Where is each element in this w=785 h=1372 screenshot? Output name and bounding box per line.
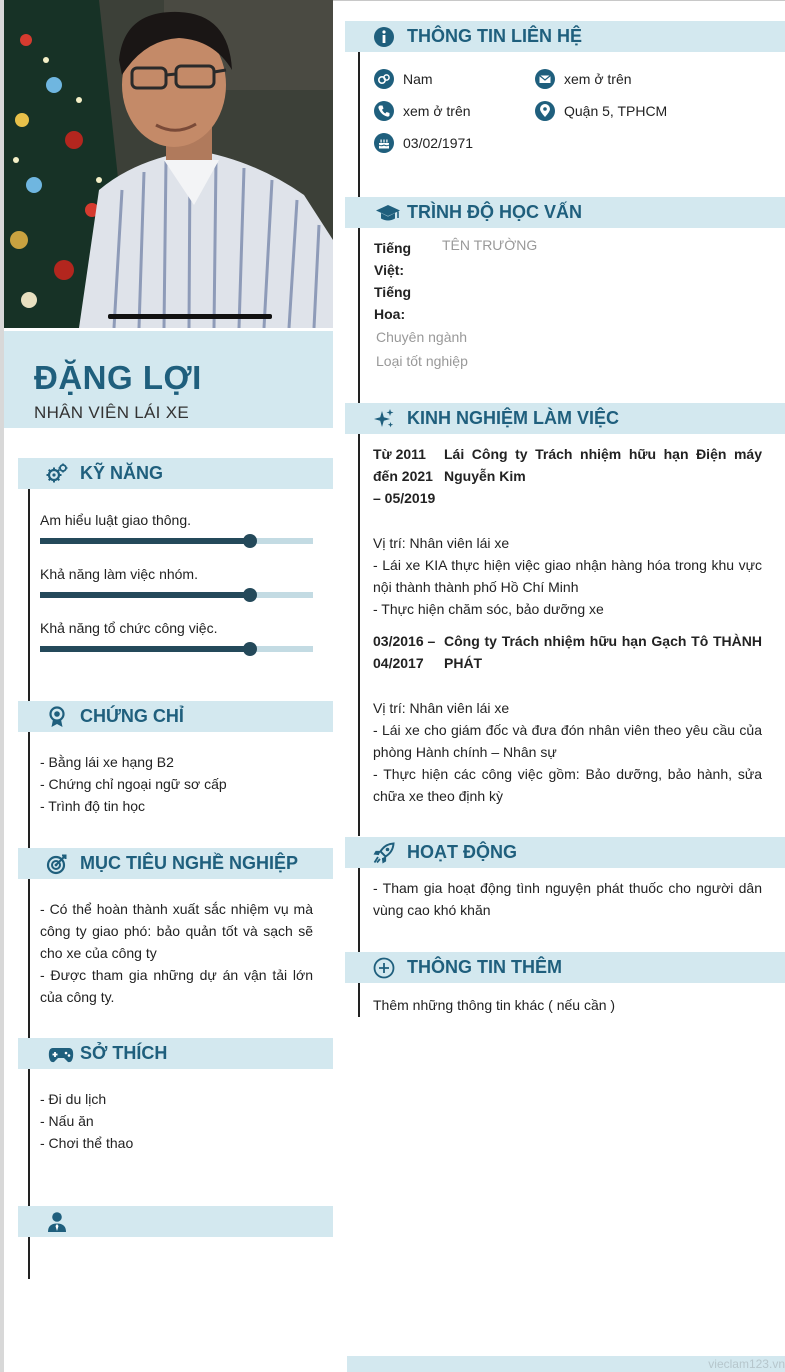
right-timeline-line — [358, 434, 360, 836]
contact-header — [345, 21, 785, 52]
certificates-header — [18, 701, 333, 732]
info-icon — [373, 26, 395, 48]
experience-position: Vị trí: Nhân viên lái xe — [373, 700, 510, 716]
skills-title: KỸ NĂNG — [80, 463, 164, 483]
skill-item — [40, 512, 313, 528]
experience-company: Lái Công ty Trách nhiệm hữu hạn Điện máy Nguyễn Kim — [444, 446, 762, 484]
skill-bar-knob — [243, 642, 257, 656]
education-graduation: Loại tốt nghiệp — [376, 353, 468, 369]
target-icon — [46, 853, 68, 875]
objective-header — [18, 848, 333, 879]
name-header — [4, 331, 333, 428]
map-pin-icon — [535, 101, 555, 121]
skill-item — [40, 566, 313, 582]
award-icon — [46, 706, 68, 728]
rocket-icon — [373, 842, 395, 864]
education-school: TÊN TRƯỜNG — [442, 237, 538, 253]
reference-header — [18, 1206, 333, 1237]
education-major: Chuyên ngành — [376, 329, 468, 345]
activities-text — [373, 877, 762, 921]
education-title: TRÌNH ĐỘ HỌC VẤN — [407, 202, 582, 222]
watermark-text: vieclam123.vn — [708, 1357, 785, 1371]
skill-name: Khả năng làm việc nhóm. — [40, 566, 198, 582]
envelope-icon — [535, 69, 555, 89]
right-timeline-line — [358, 228, 360, 403]
list-item: - Nấu ăn — [40, 1113, 94, 1129]
certificates-list — [40, 751, 313, 817]
activity-item: - Tham gia hoạt động tình nguyện phát thuốc cho người dân vùng cao khó khăn — [373, 880, 762, 918]
skill-bar-track — [40, 592, 313, 598]
gamepad-icon — [48, 1043, 74, 1065]
activities-title: HOẠT ĐỘNG — [407, 842, 517, 862]
skill-bar-fill — [40, 538, 250, 544]
skill-bar-track — [40, 538, 313, 544]
objective-item: - Có thể hoàn thành xuất sắc nhiệm vụ mà công ty giao phó: bảo quản tốt và sạch sẽ cho xe của công ty — [40, 901, 313, 961]
experience-period: Từ 2011 đến 2021 – 05/2019 — [373, 446, 436, 506]
page-top-edge — [333, 0, 785, 1]
plus-circle-icon — [373, 957, 395, 979]
education-header — [345, 197, 785, 228]
objective-text — [40, 898, 313, 1008]
experience-period: 03/2016 – 04/2017 — [373, 633, 436, 671]
hobbies-title: SỞ THÍCH — [80, 1043, 168, 1063]
skill-bar-knob — [243, 534, 257, 548]
experience-company: Công ty Trách nhiệm hữu hạn Gạch Tô THÀNH PHÁT — [444, 633, 762, 671]
phone-value[interactable]: xem ở trên — [403, 103, 471, 119]
address-value: Quận 5, TPHCM — [564, 103, 668, 119]
experience-duty: - Lái xe cho giám đốc và đưa đón nhân viên theo yêu cầu của phòng Hành chính – Nhân sự — [373, 722, 762, 760]
hobbies-list — [40, 1088, 313, 1154]
experience-header — [345, 403, 785, 434]
left-timeline-line — [28, 489, 30, 1279]
more-info-header — [345, 952, 785, 983]
skill-bar-knob — [243, 588, 257, 602]
graduation-cap-icon — [375, 202, 401, 224]
user-tie-icon — [46, 1211, 68, 1233]
education-languages: Tiếng Việt: Tiếng Hoa: — [374, 240, 412, 322]
contact-title: THÔNG TIN LIÊN HỆ — [407, 26, 582, 46]
list-item: - Trình độ tin học — [40, 798, 146, 814]
certificates-title: CHỨNG CHỈ — [80, 706, 184, 726]
list-item: - Chứng chỉ ngoại ngữ sơ cấp — [40, 776, 227, 792]
list-item: - Đi du lịch — [40, 1091, 107, 1107]
experience-details — [373, 532, 762, 620]
right-timeline-line — [358, 868, 360, 952]
sparkles-icon — [373, 408, 395, 430]
skill-name: Am hiểu luật giao thông. — [40, 512, 191, 528]
phone-icon — [374, 101, 394, 121]
candidate-name: ĐẶNG LỢI — [34, 359, 202, 396]
skill-item — [40, 620, 313, 636]
objective-item: - Được tham gia những dự án vận tải lớn của công ty. — [40, 967, 313, 1005]
more-info-text: Thêm những thông tin khác ( nếu cần ) — [373, 997, 616, 1013]
skill-name: Khả năng tổ chức công việc. — [40, 620, 218, 636]
gears-icon — [46, 463, 68, 485]
experience-duty: - Lái xe KIA thực hiện việc giao nhận hàng hóa trong khu vực nội thành thành phố Hồ Chí Minh — [373, 557, 762, 595]
birthday-value: 03/02/1971 — [403, 135, 474, 151]
list-item: - Bằng lái xe hạng B2 — [40, 754, 174, 770]
right-timeline-line — [358, 983, 360, 1017]
skills-header — [18, 458, 333, 489]
list-item: - Chơi thể thao — [40, 1135, 134, 1151]
right-timeline-line — [358, 52, 360, 197]
gender-icon — [374, 69, 394, 89]
activities-header — [345, 837, 785, 868]
birthday-cake-icon — [374, 133, 394, 153]
experience-duty: - Thực hiện các công việc gồm: Bảo dưỡng, bảo hành, sửa chữa xe theo định kỳ — [373, 766, 762, 804]
experience-details — [373, 697, 762, 807]
experience-position: Vị trí: Nhân viên lái xe — [373, 535, 510, 551]
skill-bar-fill — [40, 646, 250, 652]
objective-title: MỤC TIÊU NGHỀ NGHIỆP — [80, 853, 299, 873]
footer-watermark — [347, 1356, 785, 1372]
gender-value: Nam — [403, 71, 433, 87]
experience-title: KINH NGHIỆM LÀM VIỆC — [407, 408, 620, 428]
profile-photo — [4, 0, 333, 328]
job-title: NHÂN VIÊN LÁI XE — [34, 403, 190, 422]
hobbies-header — [18, 1038, 333, 1069]
more-info-title: THÔNG TIN THÊM — [407, 957, 562, 977]
skill-bar-fill — [40, 592, 250, 598]
skill-bar-track — [40, 646, 313, 652]
experience-duty: - Thực hiện chăm sóc, bảo dưỡng xe — [373, 601, 604, 617]
email-value[interactable]: xem ở trên — [564, 71, 632, 87]
